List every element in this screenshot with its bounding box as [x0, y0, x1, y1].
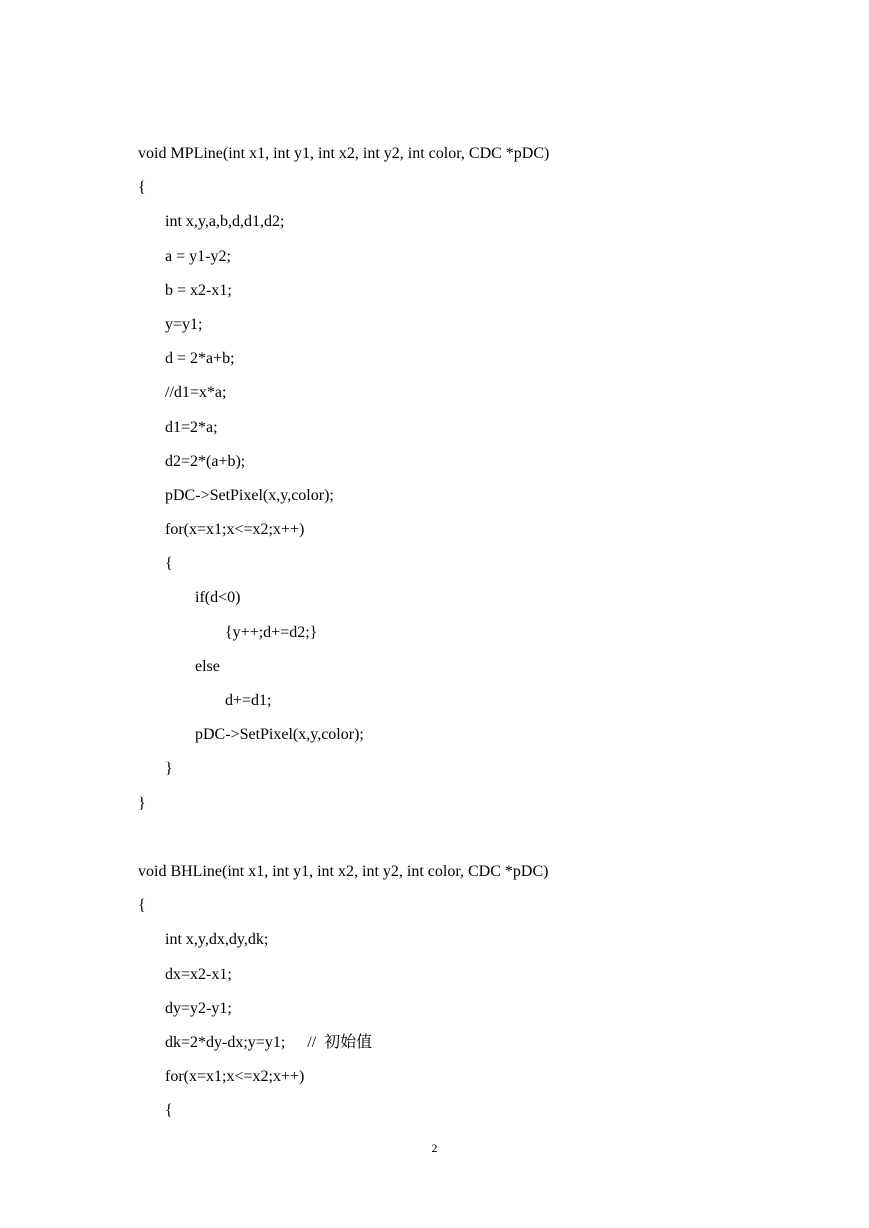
- code-line: else: [195, 657, 220, 675]
- mpline-open-brace: {: [138, 179, 146, 197]
- code-text: dk=2*dy-dx;y=y1;: [165, 1033, 286, 1051]
- code-line: d2=2*(a+b);: [165, 452, 246, 470]
- bhline-signature: void BHLine(int x1, int y1, int x2, int y2, int color, CDC *pDC): [138, 862, 549, 880]
- code-line: int x,y,dx,dy,dk;: [165, 931, 269, 949]
- code-block: [138, 142, 798, 1133]
- code-line: pDC->SetPixel(x,y,color);: [195, 726, 364, 744]
- code-line: {: [165, 555, 173, 573]
- code-line: b = x2-x1;: [165, 281, 232, 299]
- mpline-close-brace: }: [138, 794, 146, 812]
- page-number: 2: [431, 1141, 438, 1155]
- code-line-with-comment: [138, 1031, 798, 1065]
- code-line: a = y1-y2;: [165, 247, 231, 265]
- code-comment-line: //d1=x*a;: [165, 384, 227, 402]
- code-line: d+=d1;: [225, 692, 272, 709]
- bhline-open-brace: {: [138, 897, 146, 915]
- code-line: for(x=x1;x<=x2;x++): [165, 521, 305, 539]
- code-line: pDC->SetPixel(x,y,color);: [165, 486, 334, 504]
- code-line: y=y1;: [165, 315, 203, 333]
- code-line: d1=2*a;: [165, 418, 218, 436]
- code-line: dy=y2-y1;: [165, 999, 232, 1017]
- code-line: for(x=x1;x<=x2;x++): [165, 1068, 305, 1086]
- code-line: dx=x2-x1;: [165, 965, 232, 983]
- inline-comment: // 初始值: [307, 1033, 373, 1051]
- mpline-signature: void MPLine(int x1, int y1, int x2, int y2, int color, CDC *pDC): [138, 145, 550, 162]
- code-line: {: [165, 1102, 173, 1120]
- code-line: int x,y,a,b,d,d1,d2;: [165, 213, 285, 231]
- code-line: }: [165, 760, 173, 778]
- code-line: d = 2*a+b;: [165, 350, 235, 368]
- blank-line: [138, 826, 798, 860]
- code-line: {y++;d+=d2;}: [225, 623, 318, 641]
- code-line: if(d<0): [195, 589, 241, 607]
